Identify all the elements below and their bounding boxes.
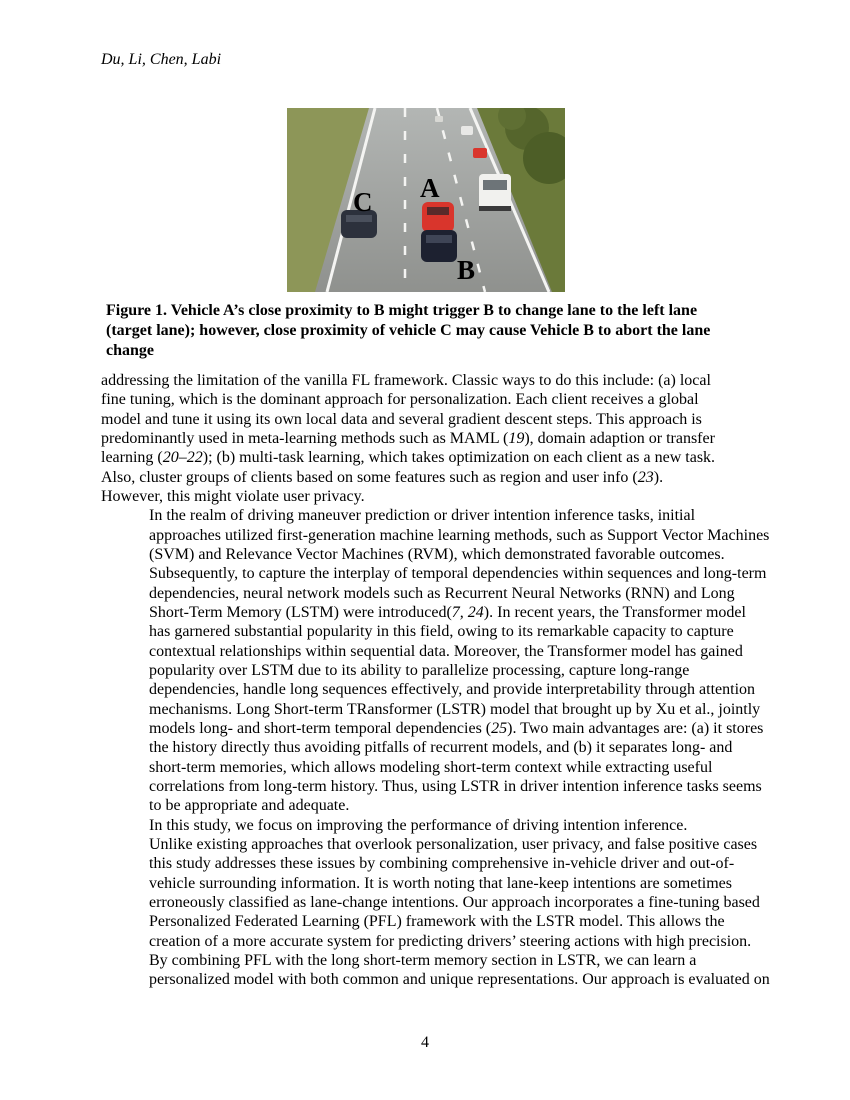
text-line: approaches utilized first-generation machine learning methods, such as Support Vector Machines xyxy=(149,526,770,544)
vehicle-b xyxy=(421,230,457,262)
caption-line: change xyxy=(106,342,154,359)
distant-red-car xyxy=(473,148,487,158)
text-line: learning (20–22); (b) multi-task learning, which takes optimization on each client as a new task. xyxy=(101,449,716,467)
page-number: 4 xyxy=(421,1034,429,1051)
text-line: to be appropriate and adequate. xyxy=(149,797,350,815)
body-text xyxy=(101,371,770,990)
text-line: addressing the limitation of the vanilla FL framework. Classic ways to do this include: (a) local xyxy=(101,372,711,389)
paragraph-2 xyxy=(101,506,770,815)
vehicle-a xyxy=(422,202,454,232)
text-line: dependencies, handle long sequences effectively, and provide interpretability through attention xyxy=(149,681,756,699)
text-line: short-term memories, which allows modeling short-term context while extracting useful xyxy=(149,758,713,776)
vehicle-a-window xyxy=(427,207,449,215)
text-line: correlations from long-term history. Thus, using LSTR in driver intention inference tasks seems xyxy=(149,777,762,795)
highway-photo xyxy=(287,108,565,292)
text-line: Unlike existing approaches that overlook personalization, user privacy, and false positive cases xyxy=(149,835,758,853)
text-line: However, this might violate user privacy. xyxy=(101,487,365,505)
text-line: Subsequently, to capture the interplay of temporal dependencies within sequences and long-term xyxy=(149,565,767,583)
text-line: model and tune it using its own local data and several gradient descent steps. This approach is xyxy=(101,410,702,428)
white-van xyxy=(479,174,511,210)
text-line: models long- and short-term temporal dependencies (25). Two main advantages are: (a) it stores xyxy=(149,719,764,737)
text-line: has garnered substantial popularity in this field, owing to its remarkable capacity to capture xyxy=(149,623,734,641)
text-line: the history directly thus avoiding pitfalls of recurrent models, and (b) it separates long- and xyxy=(149,739,733,757)
vehicle-b-window xyxy=(426,235,452,243)
label-vehicle-a: A xyxy=(420,173,440,203)
caption-line: (target lane); however, close proximity of vehicle C may cause Vehicle B to abort the lane xyxy=(106,322,711,339)
text-line: In the realm of driving maneuver prediction or driver intention inference tasks, initial xyxy=(149,507,696,525)
text-line: In this study, we focus on improving the performance of driving intention inference. xyxy=(149,816,688,834)
figure-highway-photo xyxy=(287,108,565,292)
van-bumper xyxy=(479,206,511,211)
text-line: fine tuning, which is the dominant approach for personalization. Each client receives a global xyxy=(101,391,699,409)
text-line: Short-Term Memory (LSTM) were introduced(7, 24). In recent years, the Transformer model xyxy=(149,603,746,621)
paragraph-3 xyxy=(101,816,770,990)
van-window xyxy=(483,180,507,190)
figure-caption xyxy=(106,301,756,361)
distant-car xyxy=(461,126,473,135)
label-vehicle-c: C xyxy=(353,187,373,217)
text-line: Also, cluster groups of clients based on some features such as region and user info (23). xyxy=(101,468,664,486)
running-header: Du, Li, Chen, Labi xyxy=(101,51,222,68)
text-line: Personalized Federated Learning (PFL) framework with the LSTR model. This allows the xyxy=(149,913,725,931)
text-line: By combining PFL with the long short-term memory section in LSTR, we can learn a xyxy=(149,951,697,969)
text-line: creation of a more accurate system for predicting drivers’ steering actions with high precision. xyxy=(149,932,752,950)
text-line: dependencies, neural network models such as Recurrent Neural Networks (RNN) and Long xyxy=(149,584,735,602)
text-line: erroneously classified as lane-change intentions. Our approach incorporates a fine-tuning based xyxy=(149,893,760,911)
caption-line: Figure 1. Vehicle A’s close proximity to B might trigger B to change lane to the left lane xyxy=(106,302,698,319)
distant-car xyxy=(435,116,443,122)
text-line: (SVM) and Relevance Vector Machines (RVM), which demonstrated favorable outcomes. xyxy=(149,545,725,563)
text-line: personalized model with both common and unique representations. Our approach is evaluated on xyxy=(149,971,770,989)
paragraph-1 xyxy=(101,371,761,506)
text-line: popularity over LSTM due to its ability to parallelize processing, capture long-range xyxy=(149,661,690,679)
text-line: contextual relationships within sequential data. Moreover, the Transformer model has gained xyxy=(149,642,743,660)
text-line: mechanisms. Long Short-term TRansformer (LSTR) model that brought up by Xu et al., jointly xyxy=(149,700,761,718)
text-line: predominantly used in meta-learning methods such as MAML (19), domain adaption or transfer xyxy=(101,429,715,447)
text-line: this study addresses these issues by combining comprehensive in-vehicle driver and out-of- xyxy=(149,855,735,873)
label-vehicle-b: B xyxy=(457,255,476,285)
text-line: vehicle surrounding information. It is worth noting that lane-keep intentions are sometimes xyxy=(149,874,732,892)
